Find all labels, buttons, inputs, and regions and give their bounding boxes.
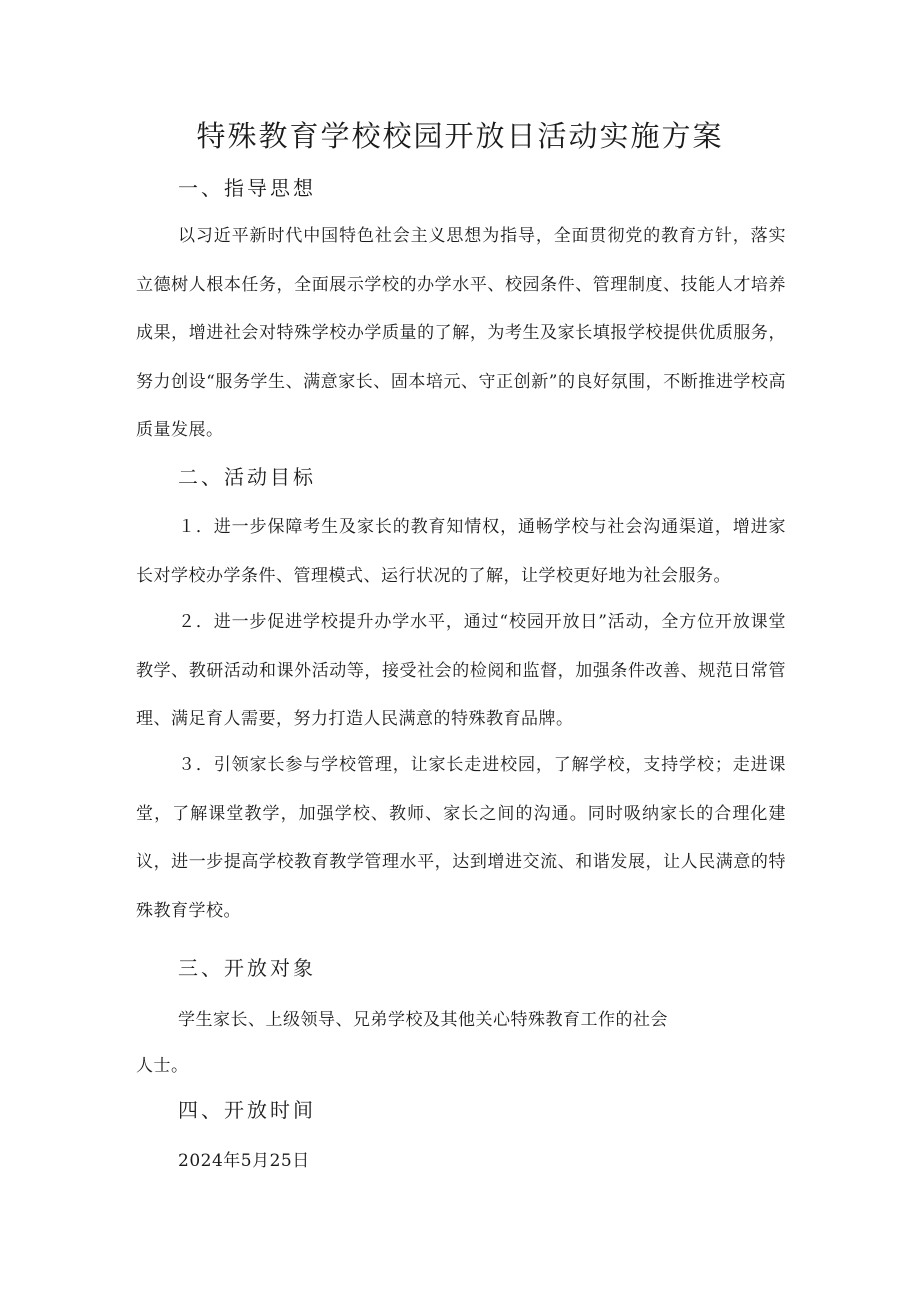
paragraph-goal-2: ２．进一步促进学校提升办学水平，通过“校园开放日”活动，全方位开放课堂教学、教研活动和课外活动等，接受社会的检阅和监督，加强条件改善、规范日常管理、满足育人需要，努力打造人民满意的特殊教育品牌。 xyxy=(136,612,786,729)
section-heading-activity-goals: 二、活动目标 xyxy=(178,465,316,489)
paragraph-goal-1: １．进一步保障考生及家长的教育知情权，通畅学校与社会沟通渠道，增进家长对学校办学条件、管理模式、运行状况的了解，让学校更好地为社会服务。 xyxy=(136,517,786,586)
open-date: 2024年5月25日 xyxy=(178,1151,310,1171)
audience-line-2: 人士。 xyxy=(136,1056,189,1076)
audience-line-1: 学生家长、上级领导、兄弟学校及其他关心特殊教育工作的社会 xyxy=(178,1010,668,1030)
section-heading-open-time: 四、开放时间 xyxy=(178,1098,316,1122)
section-heading-open-audience: 三、开放对象 xyxy=(178,956,316,980)
paragraph-goal-3: ３．引领家长参与学校管理，让家长走进校园，了解学校，支持学校；走进课堂，了解课堂教学，加强学校、教师、家长之间的沟通。同时吸纳家长的合理化建议，进一步提高学校教育教学管理水平，达到增进交流、和谐发展，让人民满意的特殊教育学校。 xyxy=(136,755,786,921)
section-heading-guiding-ideology: 一、指导思想 xyxy=(178,176,316,200)
document-title: 特殊教育学校校园开放日活动实施方案 xyxy=(196,119,724,153)
paragraph-guiding-ideology: 以习近平新时代中国特色社会主义思想为指导，全面贯彻党的教育方针，落实立德树人根本任务，全面展示学校的办学水平、校园条件、管理制度、技能人才培养成果，增进社会对特殊学校办学质量的了解，为考生及家长填报学校提供优质服务，努力创设“服务学生、满意家长、固本培元、守正创新”的良好氛围，不断推进学校高质量发展。 xyxy=(136,226,786,440)
